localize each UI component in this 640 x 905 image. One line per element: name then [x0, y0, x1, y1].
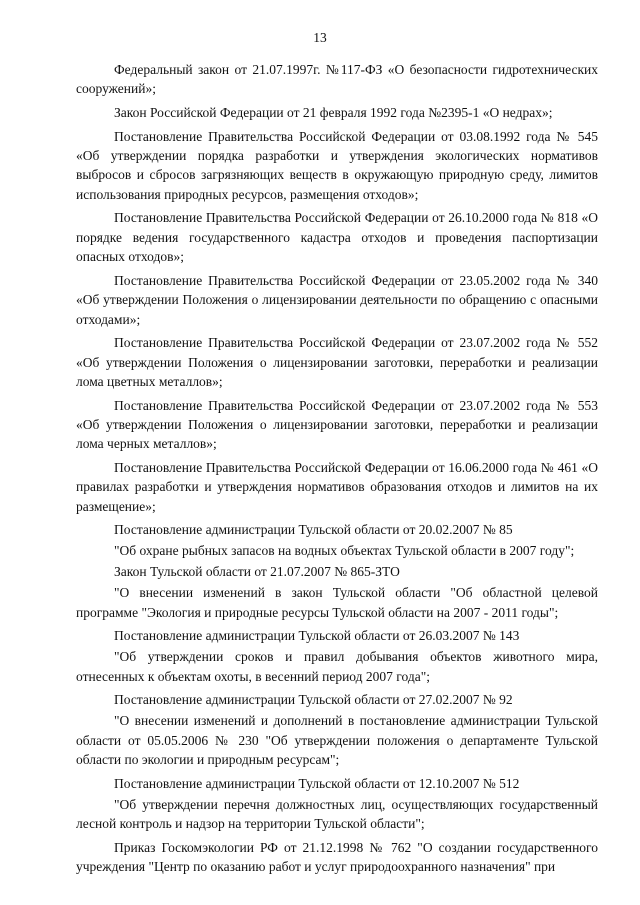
paragraph-tula-decree-85: Постановление администрации Тульской области от 20.02.2007 № 85 [114, 522, 513, 538]
paragraph-tula-decree-143: Постановление администрации Тульской области от 26.03.2007 № 143 [114, 628, 520, 644]
paragraph-decree-552: Постановление Правительства Российской Федерации от 23.07.2002 года № 552 «Об утверждении Положения о лицензировании заготовки, переработки и реализации лома цветных металлов»; [76, 335, 598, 390]
page-number: 13 [313, 30, 327, 45]
paragraph-order-762: Приказ Госкомэкологии РФ от 21.12.1998 № 762 "О создании государственного учреждения "Центр по оказанию работ и услуг природоохранного назначения" при [76, 839, 598, 875]
paragraph-tula-decree-143-title: "Об утверждении сроков и правил добывания объектов животного мира, отнесенных к объектам охоты, в весенний период 2007 года"; [76, 649, 598, 684]
paragraph-tula-law-865: Закон Тульской области от 21.07.2007 № 865-ЗТО [114, 564, 400, 580]
paragraph-tula-decree-85-title: "Об охране рыбных запасов на водных объектах Тульской области в 2007 году"; [114, 543, 575, 559]
paragraph-tula-decree-512-title: "Об утверждении перечня должностных лиц, осуществляющих государственный лесной контроль и надзор на территории Тульской области"; [76, 796, 598, 832]
document-body [76, 60, 598, 881]
paragraph-decree-340: Постановление Правительства Российской Федерации от 23.05.2002 года № 340 «Об утверждении Положения о лицензировании деятельности по обращению с опасными отходами»; [76, 272, 598, 327]
paragraph-tula-decree-512: Постановление администрации Тульской области от 12.10.2007 № 512 [114, 775, 520, 791]
paragraph-decree-545: Постановление Правительства Российской Федерации от 03.08.1992 года № 545 «Об утверждении порядка разработки и утверждения экологических нормативов выбросов и сбросов загрязняющих веществ в окружающую природную среду, лимитов использования природных ресурсов, размещения отходов»; [76, 128, 598, 202]
paragraph-tula-decree-92: Постановление администрации Тульской области от 27.02.2007 № 92 [114, 692, 513, 708]
paragraph-federal-law-117: Федеральный закон от 21.07.1997г. №117-ФЗ «О безопасности гидротехнических сооружений»; [76, 62, 598, 97]
paragraph-decree-553: Постановление Правительства Российской Федерации от 23.07.2002 года № 553 «Об утверждении Положения о лицензировании заготовки, переработки и реализации лома черных металлов»; [76, 397, 598, 452]
paragraph-decree-818: Постановление Правительства Российской Федерации от 26.10.2000 года № 818 «О порядке ведения государственного кадастра отходов и проведения паспортизации опасных отходов»; [76, 210, 598, 265]
paragraph-law-2395-1: Закон Российской Федерации от 21 февраля 1992 года №2395-1 «О недрах»; [114, 105, 553, 120]
paragraph-tula-law-865-title: "О внесении изменений в закон Тульской области "Об областной целевой программе "Экология и природные ресурсы Тульской области на 2007 - 2011 годы"; [76, 585, 598, 620]
paragraph-tula-decree-92-title: "О внесении изменений и дополнений в постановление администрации Тульской области от 05.05.2006 № 230 "Об утверждении положения о департаменте Тульской области по экологии и природным ресурсам"; [76, 713, 598, 768]
paragraph-decree-461: Постановление Правительства Российской Федерации от 16.06.2000 года № 461 «О правилах разработки и утверждения нормативов образования отходов и лимитов на их размещение»; [76, 460, 598, 514]
